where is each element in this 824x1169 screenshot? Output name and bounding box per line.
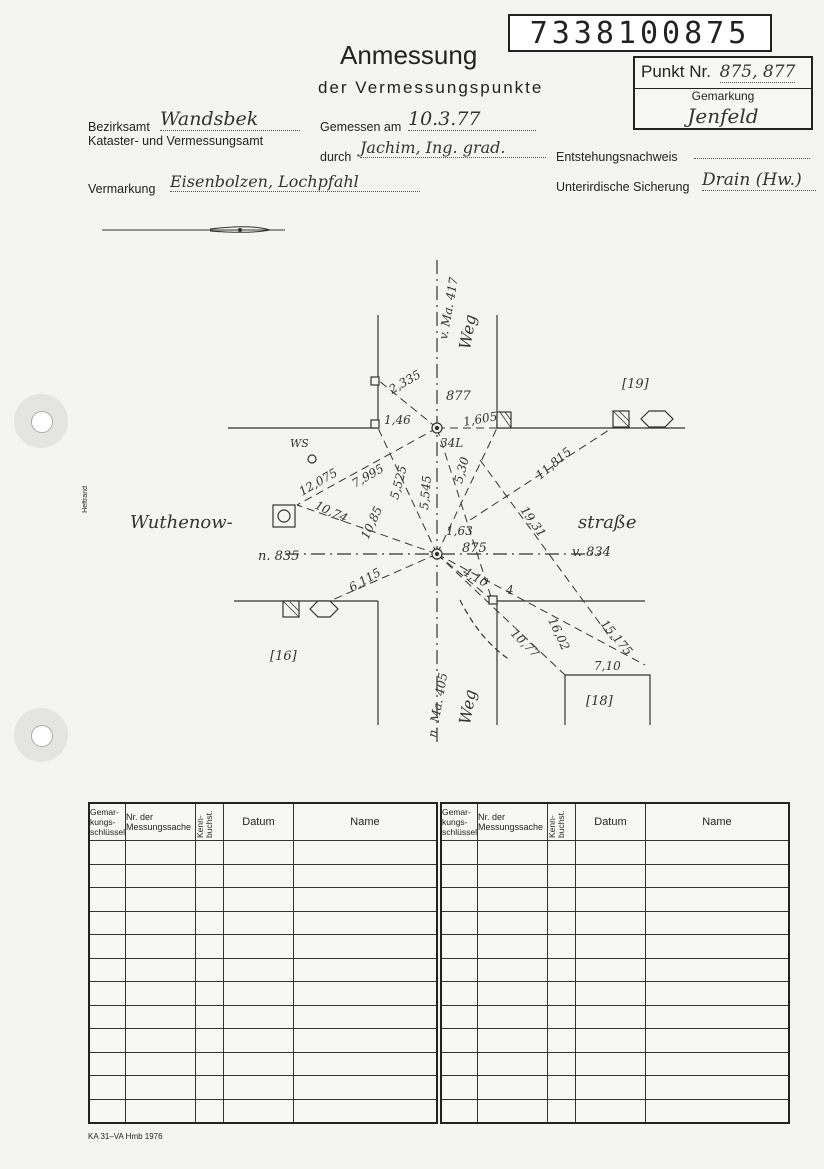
table-cell bbox=[575, 841, 645, 865]
table-cell bbox=[645, 982, 789, 1006]
table-cell bbox=[441, 911, 477, 935]
table-cell bbox=[547, 1005, 575, 1029]
table-row bbox=[89, 935, 437, 959]
heftrand-label: Heftrand bbox=[82, 486, 89, 513]
table-row bbox=[441, 888, 789, 912]
table-row bbox=[441, 1005, 789, 1029]
table-cell bbox=[547, 1052, 575, 1076]
table-cell bbox=[547, 1099, 575, 1123]
table-cell bbox=[195, 1005, 223, 1029]
unterirdisch-field: Drain (Hw.) bbox=[702, 170, 816, 191]
table-cell bbox=[223, 982, 293, 1006]
parcel-18-label: [18] bbox=[586, 694, 613, 709]
col-header-gemarkung: Gemar-kungs-schlüssel bbox=[89, 803, 125, 841]
point-875-label: 875 bbox=[462, 541, 487, 556]
table-cell bbox=[477, 1052, 547, 1076]
parcel-19-label: [19] bbox=[622, 377, 649, 392]
table-cell bbox=[89, 1052, 125, 1076]
table-cell bbox=[195, 958, 223, 982]
col-header-nr: Nr. der Messungssache bbox=[477, 803, 547, 841]
table-cell bbox=[441, 1005, 477, 1029]
table-cell bbox=[645, 1099, 789, 1123]
table-row bbox=[89, 958, 437, 982]
table-cell bbox=[547, 888, 575, 912]
table-cell bbox=[125, 911, 195, 935]
table-cell bbox=[477, 841, 547, 865]
table-cell bbox=[477, 958, 547, 982]
table-row bbox=[441, 935, 789, 959]
measure-label: 1,63 bbox=[446, 524, 473, 538]
table-row bbox=[441, 982, 789, 1006]
table-cell bbox=[645, 1005, 789, 1029]
table-cell bbox=[223, 1005, 293, 1029]
measure-label: 19,31 bbox=[517, 503, 549, 540]
measure-label: 1,605 bbox=[462, 409, 499, 429]
table-cell bbox=[293, 1099, 437, 1123]
table-row bbox=[89, 1005, 437, 1029]
table-cell bbox=[477, 1029, 547, 1053]
table-cell bbox=[441, 864, 477, 888]
table-cell bbox=[223, 888, 293, 912]
table-cell bbox=[125, 1029, 195, 1053]
table-cell bbox=[645, 911, 789, 935]
punkt-row bbox=[641, 62, 795, 82]
table-cell bbox=[575, 911, 645, 935]
table-cell bbox=[293, 1052, 437, 1076]
table-cell bbox=[293, 1076, 437, 1100]
table-cell bbox=[477, 1076, 547, 1100]
measure-label: 10,74 bbox=[312, 498, 350, 526]
table-cell bbox=[125, 1076, 195, 1100]
col-header-gemarkung: Gemar-kungs-schlüssel bbox=[441, 803, 477, 841]
table-cell bbox=[547, 911, 575, 935]
ref-bottom-label: n. Ma. 405 bbox=[425, 671, 451, 739]
table-row bbox=[89, 1076, 437, 1100]
col-header-name: Name bbox=[645, 803, 789, 841]
table-cell bbox=[477, 982, 547, 1006]
measure-label: 34L bbox=[440, 436, 464, 450]
table-cell bbox=[441, 841, 477, 865]
unterirdisch-label: Unterirdische Sicherung bbox=[556, 180, 690, 194]
ref-top-label: v. Ma. 417 bbox=[436, 276, 461, 341]
table-cell bbox=[125, 958, 195, 982]
table-cell bbox=[223, 1052, 293, 1076]
table-cell bbox=[477, 888, 547, 912]
table-cell bbox=[293, 864, 437, 888]
table-cell bbox=[547, 864, 575, 888]
ws-marker bbox=[308, 455, 316, 463]
table-row bbox=[441, 864, 789, 888]
table-cell bbox=[125, 935, 195, 959]
col-header-nr: Nr. der Messungssache bbox=[125, 803, 195, 841]
table-cell bbox=[293, 911, 437, 935]
table-cell bbox=[125, 864, 195, 888]
table-cell bbox=[575, 1005, 645, 1029]
register-table-left bbox=[88, 802, 438, 1124]
vermarkung-label: Vermarkung bbox=[88, 182, 156, 196]
measure-label: 6,115 bbox=[346, 565, 384, 595]
measure-label: 5,525 bbox=[387, 463, 410, 501]
col-header-datum: Datum bbox=[223, 803, 293, 841]
table-cell bbox=[195, 841, 223, 865]
bezirksamt-label: Bezirksamt bbox=[88, 120, 150, 134]
measure-label: 11,815 bbox=[532, 444, 575, 483]
register-rows-left bbox=[89, 841, 437, 1124]
table-cell bbox=[223, 864, 293, 888]
point-877-label: 877 bbox=[446, 389, 471, 404]
table-cell bbox=[223, 1099, 293, 1123]
table-cell bbox=[125, 888, 195, 912]
table-cell bbox=[441, 935, 477, 959]
measure-label: 2,335 bbox=[386, 367, 424, 397]
durch-label: durch bbox=[320, 150, 352, 164]
table-cell bbox=[575, 1099, 645, 1123]
table-cell bbox=[89, 1005, 125, 1029]
measure-label: 1,46 bbox=[384, 413, 411, 427]
table-cell bbox=[223, 958, 293, 982]
table-cell bbox=[195, 935, 223, 959]
table-cell bbox=[477, 1005, 547, 1029]
table-cell bbox=[575, 958, 645, 982]
table-row bbox=[441, 1099, 789, 1123]
register-rows-right bbox=[441, 841, 789, 1124]
table-cell bbox=[441, 888, 477, 912]
table-row bbox=[441, 1052, 789, 1076]
document-number-stamp: 7338100875 bbox=[508, 14, 772, 52]
table-row bbox=[89, 982, 437, 1006]
table-cell bbox=[223, 1029, 293, 1053]
table-row bbox=[441, 958, 789, 982]
table-cell bbox=[293, 958, 437, 982]
col-header-name: Name bbox=[293, 803, 437, 841]
bezirksamt-field: Wandsbek bbox=[160, 108, 300, 131]
table-cell bbox=[575, 1052, 645, 1076]
measure-label: 5,30 bbox=[451, 455, 472, 485]
measure-label: 7,10 bbox=[594, 659, 621, 673]
table-cell bbox=[477, 935, 547, 959]
table-cell bbox=[477, 1099, 547, 1123]
table-cell bbox=[125, 841, 195, 865]
table-cell bbox=[441, 982, 477, 1006]
table-row bbox=[89, 1029, 437, 1053]
table-row bbox=[441, 1076, 789, 1100]
table-cell bbox=[293, 1005, 437, 1029]
ws-label: WS bbox=[290, 437, 309, 450]
table-cell bbox=[645, 1029, 789, 1053]
table-cell bbox=[575, 1076, 645, 1100]
measure-label: 5,545 bbox=[417, 474, 434, 511]
table-row bbox=[441, 1029, 789, 1053]
table-cell bbox=[195, 1076, 223, 1100]
table-cell bbox=[89, 1029, 125, 1053]
table-cell bbox=[293, 982, 437, 1006]
table-cell bbox=[223, 841, 293, 865]
punkt-value: 875, 877 bbox=[719, 62, 796, 82]
col-header-kenn: Kenn-buchst. bbox=[195, 803, 223, 841]
measure-label: 4 bbox=[506, 583, 514, 597]
amt-label: Kataster- und Vermessungsamt bbox=[88, 134, 264, 148]
table-cell bbox=[195, 1029, 223, 1053]
table-cell bbox=[645, 841, 789, 865]
page-subtitle: der Vermessungspunkte bbox=[318, 78, 544, 97]
measure-label: 10,77 bbox=[507, 626, 543, 661]
table-cell bbox=[195, 888, 223, 912]
measure-label: 7,995 bbox=[349, 461, 387, 491]
entstehung-field bbox=[694, 146, 810, 159]
table-row bbox=[89, 1052, 437, 1076]
table-cell bbox=[293, 888, 437, 912]
col-header-kenn: Kenn-buchst. bbox=[547, 803, 575, 841]
vermarkung-field: Eisenbolzen, Lochpfahl bbox=[170, 172, 420, 192]
table-row bbox=[89, 911, 437, 935]
table-cell bbox=[547, 935, 575, 959]
measure-label: 15,175 bbox=[597, 616, 636, 659]
table-cell bbox=[195, 1052, 223, 1076]
ref-left-label: n. 835 bbox=[258, 549, 300, 564]
table-cell bbox=[89, 864, 125, 888]
punkt-label: Punkt Nr. bbox=[641, 62, 711, 81]
marker-19b bbox=[641, 411, 673, 427]
table-cell bbox=[125, 1005, 195, 1029]
table-cell bbox=[293, 935, 437, 959]
ref-right-label: v. 834 bbox=[572, 545, 611, 560]
measure-label: 10,85 bbox=[358, 504, 386, 542]
table-cell bbox=[89, 1099, 125, 1123]
table-row bbox=[89, 1099, 437, 1123]
gemarkung-label: Gemarkung bbox=[635, 88, 811, 127]
punkt-box bbox=[633, 56, 813, 130]
table-cell bbox=[89, 1076, 125, 1100]
table-row bbox=[89, 841, 437, 865]
table-cell bbox=[441, 958, 477, 982]
table-cell bbox=[195, 864, 223, 888]
measure-label: 12,075 bbox=[296, 465, 340, 499]
table-row bbox=[89, 864, 437, 888]
weg-bottom-label: Weg bbox=[455, 688, 480, 726]
table-cell bbox=[441, 1099, 477, 1123]
street-left-label: Wuthenow- bbox=[130, 512, 233, 533]
table-cell bbox=[547, 982, 575, 1006]
table-cell bbox=[89, 888, 125, 912]
table-row bbox=[441, 911, 789, 935]
table-cell bbox=[223, 911, 293, 935]
parcel-16-label: [16] bbox=[270, 649, 297, 664]
table-cell bbox=[575, 982, 645, 1006]
table-cell bbox=[575, 1029, 645, 1053]
table-cell bbox=[477, 864, 547, 888]
table-cell bbox=[195, 982, 223, 1006]
table-cell bbox=[575, 864, 645, 888]
page-title: Anmessung bbox=[340, 40, 478, 70]
weg-top-label: Weg bbox=[455, 313, 480, 351]
table-cell bbox=[89, 841, 125, 865]
table-cell bbox=[125, 1052, 195, 1076]
table-cell bbox=[89, 911, 125, 935]
table-cell bbox=[125, 982, 195, 1006]
gemessen-field: 10.3.77 bbox=[408, 108, 536, 131]
table-cell bbox=[441, 1052, 477, 1076]
street-right-label: straße bbox=[578, 512, 637, 533]
gemarkung-value: Jenfeld bbox=[687, 104, 759, 128]
survey-sketch bbox=[0, 230, 824, 750]
table-cell bbox=[575, 935, 645, 959]
measure-label: 16,02 bbox=[545, 615, 573, 653]
durch-field: Jachim, Ing. grad. bbox=[360, 138, 546, 158]
table-cell bbox=[645, 888, 789, 912]
table-cell bbox=[645, 864, 789, 888]
form-code: KA 31–VA Hmb 1976 bbox=[88, 1132, 163, 1141]
table-cell bbox=[547, 958, 575, 982]
entstehung-label: Entstehungsnachweis bbox=[556, 150, 678, 164]
table-cell bbox=[547, 841, 575, 865]
table-cell bbox=[575, 888, 645, 912]
table-cell bbox=[645, 1052, 789, 1076]
table-cell bbox=[89, 982, 125, 1006]
table-cell bbox=[645, 935, 789, 959]
table-cell bbox=[125, 1099, 195, 1123]
table-cell bbox=[195, 1099, 223, 1123]
table-cell bbox=[441, 1076, 477, 1100]
table-cell bbox=[547, 1029, 575, 1053]
table-row bbox=[89, 888, 437, 912]
marker-16b bbox=[310, 601, 338, 617]
table-cell bbox=[293, 1029, 437, 1053]
col-header-datum: Datum bbox=[575, 803, 645, 841]
table-cell bbox=[547, 1076, 575, 1100]
table-cell bbox=[89, 958, 125, 982]
register-table-right bbox=[440, 802, 790, 1124]
table-cell bbox=[223, 935, 293, 959]
table-cell bbox=[645, 1076, 789, 1100]
table-cell bbox=[293, 841, 437, 865]
gemessen-label: Gemessen am bbox=[320, 120, 402, 134]
table-cell bbox=[89, 935, 125, 959]
table-cell bbox=[645, 958, 789, 982]
table-cell bbox=[195, 911, 223, 935]
table-cell bbox=[223, 1076, 293, 1100]
table-row bbox=[441, 841, 789, 865]
table-cell bbox=[441, 1029, 477, 1053]
table-cell bbox=[477, 911, 547, 935]
measure-label: 4,10 bbox=[460, 564, 491, 590]
